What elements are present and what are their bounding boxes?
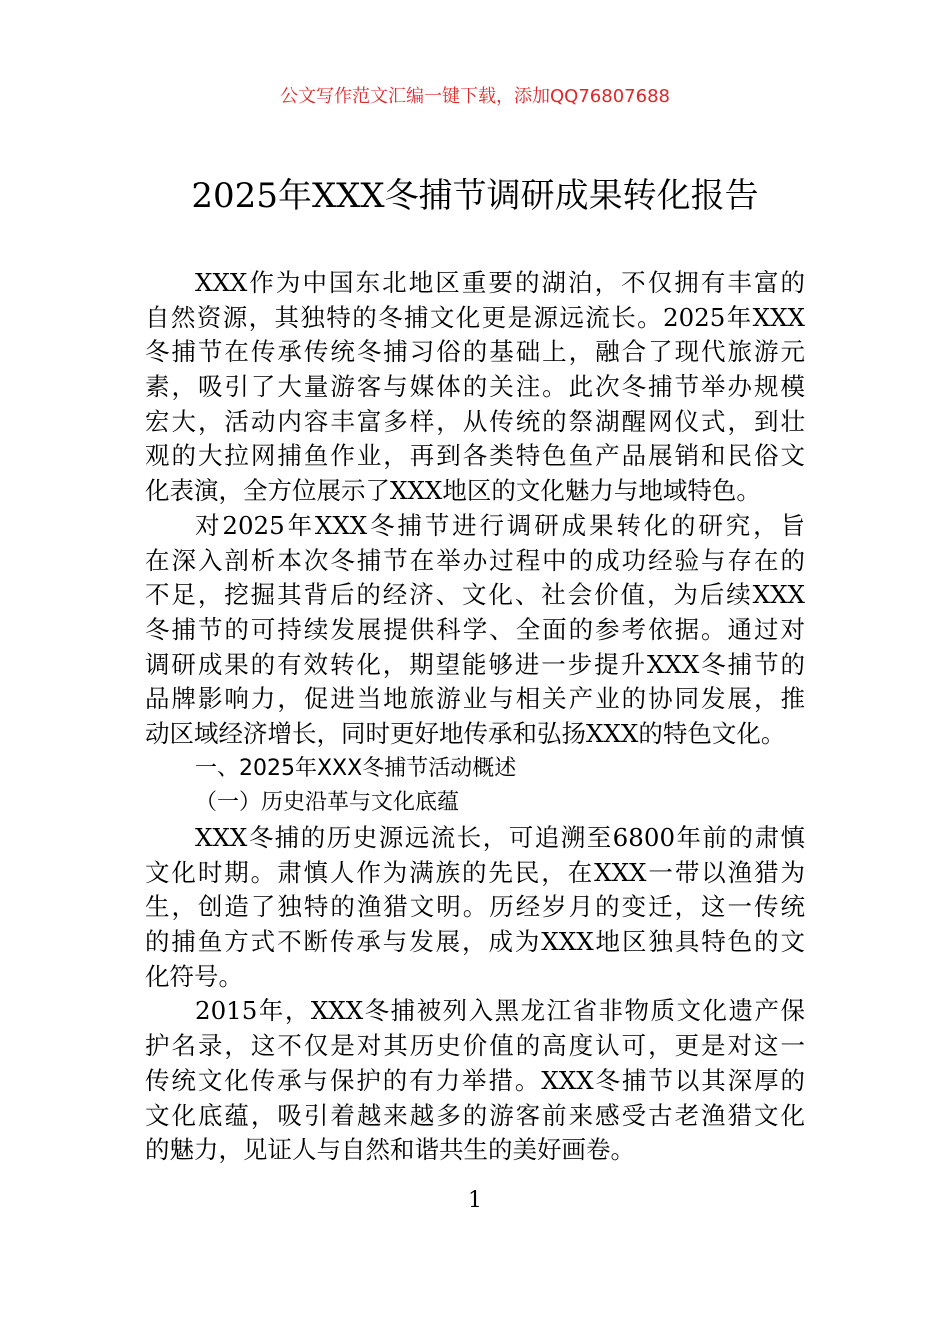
document-body bbox=[145, 266, 805, 1168]
text-line: 一、2025年XXX冬捕节活动概述 bbox=[195, 755, 517, 781]
text-line: 冬捕节在传承传统冬捕习俗的基础上，融合了现代旅游元 bbox=[145, 337, 805, 367]
paragraph bbox=[145, 266, 805, 509]
text-line: 文化底蕴，吸引着越来越多的游客前来感受古老渔猎文化 bbox=[145, 1100, 805, 1130]
text-line: 品牌影响力，促进当地旅游业与相关产业的协同发展，推 bbox=[145, 684, 805, 714]
text-line: 对2025年XXX冬捕节进行调研成果转化的研究，旨 bbox=[195, 510, 805, 540]
text-line: 的捕鱼方式不断传承与发展，成为XXX地区独具特色的文 bbox=[145, 927, 805, 957]
text-line: 2015年，XXX冬捕被列入黑龙江省非物质文化遗产保 bbox=[195, 996, 805, 1026]
text-line: 文化时期。肃慎人作为满族的先民，在XXX一带以渔猎为 bbox=[145, 857, 805, 887]
text-line: 不足，挖掘其背后的经济、文化、社会价值，为后续XXX bbox=[145, 580, 805, 610]
text-line: 调研成果的有效转化，期望能够进一步提升XXX冬捕节的 bbox=[145, 649, 805, 679]
paragraph bbox=[145, 994, 805, 1167]
text-line: 护名录，这不仅是对其历史价值的高度认可，更是对这一 bbox=[145, 1031, 805, 1061]
text-line: 动区域经济增长，同时更好地传承和弘扬XXX的特色文化。 bbox=[145, 718, 786, 748]
text-line: 的魅力，见证人与自然和谐共生的美好画卷。 bbox=[145, 1135, 635, 1165]
paragraph bbox=[145, 509, 805, 752]
text-line: 在深入剖析本次冬捕节在举办过程中的成功经验与存在的 bbox=[145, 545, 805, 575]
paragraph bbox=[145, 821, 805, 994]
text-line: 观的大拉网捕鱼作业，再到各类特色鱼产品展销和民俗文 bbox=[145, 441, 805, 471]
document-title: 2025年XXX冬捕节调研成果转化报告 bbox=[191, 176, 759, 216]
download-banner: 公文写作范文汇编一键下载，添加QQ76807688 bbox=[280, 86, 670, 107]
text-line: 生，创造了独特的渔猎文明。历经岁月的变迁，这一传统 bbox=[145, 892, 805, 922]
subsection-heading bbox=[145, 786, 805, 821]
text-line: XXX冬捕的历史源远流长，可追溯至6800年前的肃慎 bbox=[195, 823, 805, 852]
text-line: 冬捕节的可持续发展提供科学、全面的参考依据。通过对 bbox=[145, 614, 805, 644]
text-line: 化表演，全方位展示了XXX地区的文化魅力与地域特色。 bbox=[145, 476, 761, 506]
text-line: 化符号。 bbox=[145, 961, 243, 991]
section-heading bbox=[145, 752, 805, 787]
text-line: （一）历史沿革与文化底蕴 bbox=[195, 790, 460, 816]
text-line: 宏大，活动内容丰富多样，从传统的祭湖醒网仪式，到壮 bbox=[145, 406, 805, 436]
text-line: 素，吸引了大量游客与媒体的关注。此次冬捕节举办规模 bbox=[145, 372, 805, 402]
text-line: XXX作为中国东北地区重要的湖泊，不仅拥有丰富的 bbox=[195, 268, 805, 297]
page-number: 1 bbox=[468, 1188, 482, 1213]
text-line: 传统文化传承与保护的有力举措。XXX冬捕节以其深厚的 bbox=[145, 1065, 805, 1095]
text-line: 自然资源，其独特的冬捕文化更是源远流长。2025年XXX bbox=[145, 302, 805, 332]
